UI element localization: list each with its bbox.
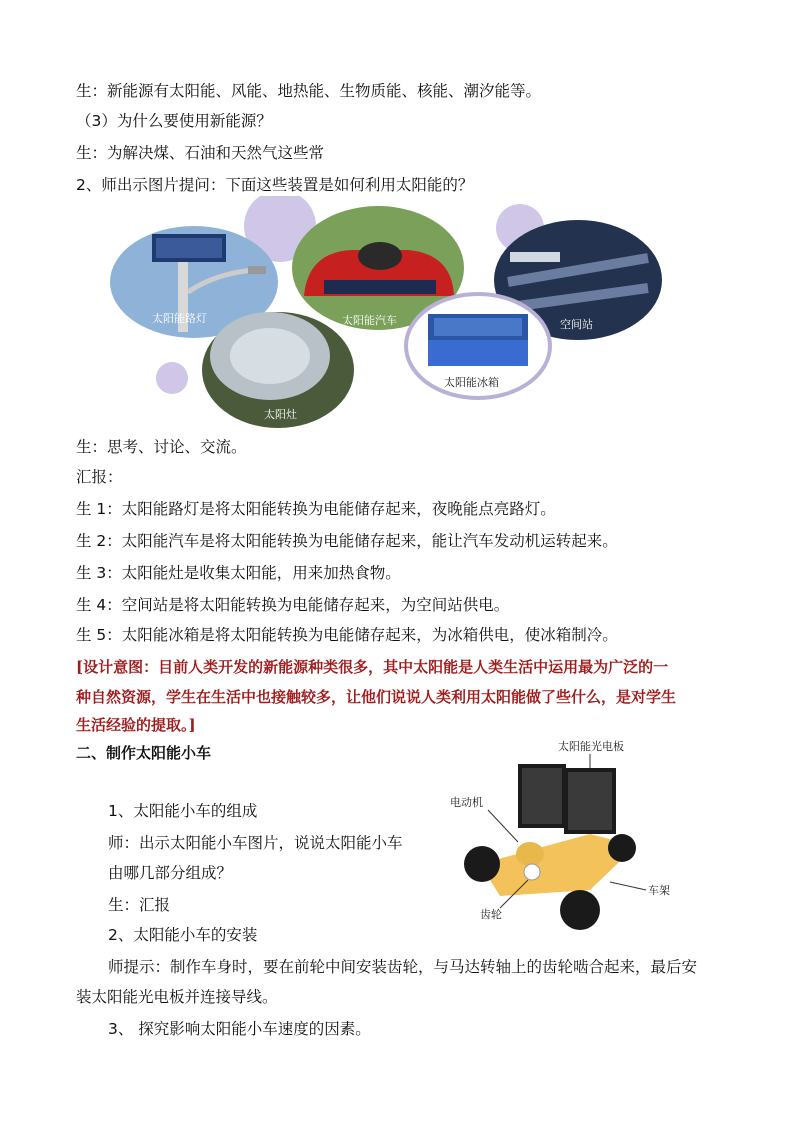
solar-fridge-caption: 太阳能冰箱 [444,376,499,389]
explore-speed-factors: 3、 探究影响太阳能小车速度的因素。 [108,1020,371,1038]
section-heading-make-car: 二、制作太阳能小车 [76,744,212,762]
question-solar-devices: 2、师出示图片提问：下面这些装置是如何利用太阳能的？ [76,176,474,194]
solar-devices-figure [108,196,668,428]
solar-cooker-caption: 太阳灶 [264,408,297,421]
student5-answer: 生 5：太阳能冰箱是将太阳能转换为电能储存起来，为冰箱供电，使冰箱制冷。 [76,626,618,644]
student3-answer: 生 3：太阳能灶是收集太阳能，用来加热食物。 [76,564,401,582]
teacher-show-car: 师：出示太阳能小车图片，说说太阳能小车 [108,834,403,852]
answer-fossil: 生：为解决煤、石油和天然气这些常 [76,144,325,162]
gear-label: 齿轮 [480,908,502,921]
report-heading: 汇报： [76,468,123,486]
teacher-hint-cont: 装太阳能光电板并连接导线。 [76,988,278,1006]
student-report: 生：汇报 [108,896,171,914]
teacher-hint: 师提示：制作车身时，要在前轮中间安装齿轮，与马达转轴上的齿轮啮合起来，最后安 [108,958,698,976]
design-intent-line-1: [设计意图：目前人类开发的新能源种类很多，其中太阳能是人类生活中运用最为广泛的一 [76,658,669,676]
solar-fridge-photo [406,294,550,398]
solar-car-parts-figure [440,734,686,946]
student4-answer: 生 4：空间站是将太阳能转换为电能储存起来，为空间站供电。 [76,596,510,614]
student-discuss: 生：思考、讨论、交流。 [76,438,247,456]
wheel [608,834,636,862]
car-install-heading: 2、太阳能小车的安装 [108,926,258,944]
motor [516,842,544,866]
solar-car-caption: 太阳能汽车 [342,314,397,327]
design-intent-line-3: 生活经验的提取。] [76,716,196,734]
design-intent-line-2: 种自然资源，学生在生活中也接触较多，让他们说说人类利用太阳能做了些什么，是对学生 [76,688,677,706]
solar-panels [518,764,616,834]
street-light-caption: 太阳能路灯 [152,312,207,325]
car-composition-heading: 1、太阳能小车的组成 [108,802,258,820]
gear [524,864,540,880]
answer-new-energy: 生：新能源有太阳能、风能、地热能、生物质能、核能、潮汐能等。 [76,82,542,100]
bubble-decoration [156,362,188,394]
wheel [464,846,500,882]
teacher-show-car-cont: 由哪几部分组成？ [108,864,233,882]
space-station-caption: 空间站 [560,318,593,331]
frame-label: 车架 [648,884,670,897]
panel-label: 太阳能光电板 [558,740,624,753]
student1-answer: 生 1：太阳能路灯是将太阳能转换为电能储存起来，夜晚能点亮路灯。 [76,500,556,518]
student2-answer: 生 2：太阳能汽车是将太阳能转换为电能储存起来，能让汽车发动机运转起来。 [76,532,618,550]
question-why-new-energy: （3）为什么要使用新能源？ [76,112,272,130]
motor-label: 电动机 [450,796,483,809]
wheel [560,890,600,930]
solar-cooker-photo [202,312,354,428]
